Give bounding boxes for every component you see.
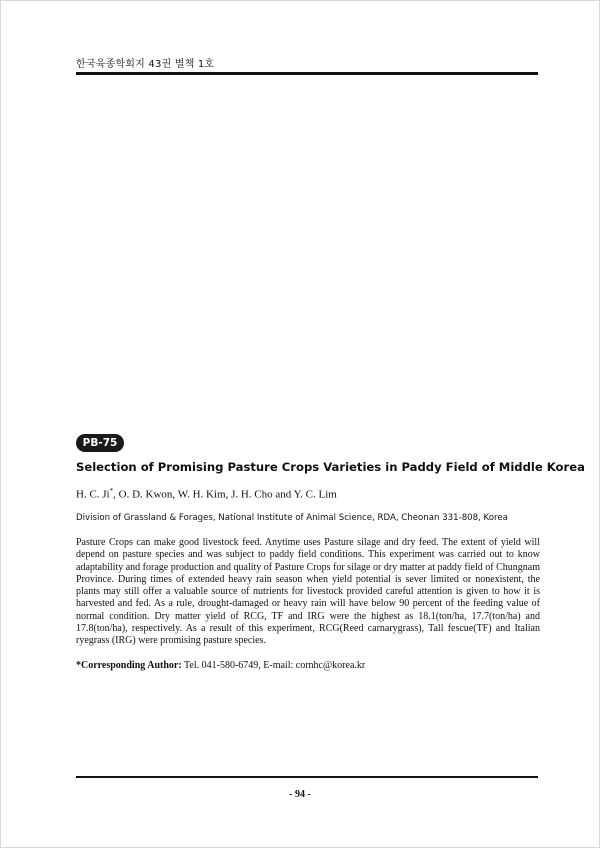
- header-rule: [76, 72, 538, 75]
- first-author: H. C. Ji: [76, 488, 110, 501]
- corresponding-mark: *: [109, 487, 114, 495]
- corresponding-label: *Corresponding Author:: [76, 660, 182, 671]
- other-authors: , O. D. Kwon, W. H. Kim, J. H. Cho and Y. C. Lim: [113, 488, 337, 501]
- corresponding-contact: Tel. 041-580-6749, E-mail: cornhc@korea.kr: [181, 660, 366, 671]
- corresponding-author: [76, 660, 365, 671]
- paper-code-badge: PB-75: [76, 434, 124, 452]
- footer-rule: [76, 776, 538, 778]
- abstract: Pasture Crops can make good livestock feed. Anytime uses Pasture silage and dry feed. The extent of yield will depend on pasture species and was subject to paddy field conditions. This experiment was carried out to know adaptability and forage production and quality of Pasture Crops for silage or dry matter at paddy field of Chungnam Province. During times of extended heavy rain season when yield potential is sever limited or nonexistent, the plants may still offer a valuable source of nutrients for livestock provided careful attention is given to how it is harvested and fed. As a rule, drought-damaged or heavy rain will have below 90 percent of the feeding value of normal condition. Dry matter yield of RCG, TF and IRG were the highest as 18.1(ton/ha, 17.7(ton/ha) and 17.8(ton/ha), respectively. As a result of this experiment, RCG(Reed carnarygrass), Tall fescue(TF) and Italian ryegrass (IRG) were promising pasture species.: [76, 537, 540, 647]
- authors: [76, 487, 337, 501]
- paper-title: Selection of Promising Pasture Crops Varieties in Paddy Field of Middle Korea: [76, 460, 585, 474]
- affiliation: Division of Grassland & Forages, National Institute of Animal Science, RDA, Cheonan 331-808, Korea: [76, 513, 508, 523]
- journal-header: 한국육종학회지 43권 별책 1호: [76, 59, 215, 70]
- page-number: - 94 -: [289, 789, 311, 800]
